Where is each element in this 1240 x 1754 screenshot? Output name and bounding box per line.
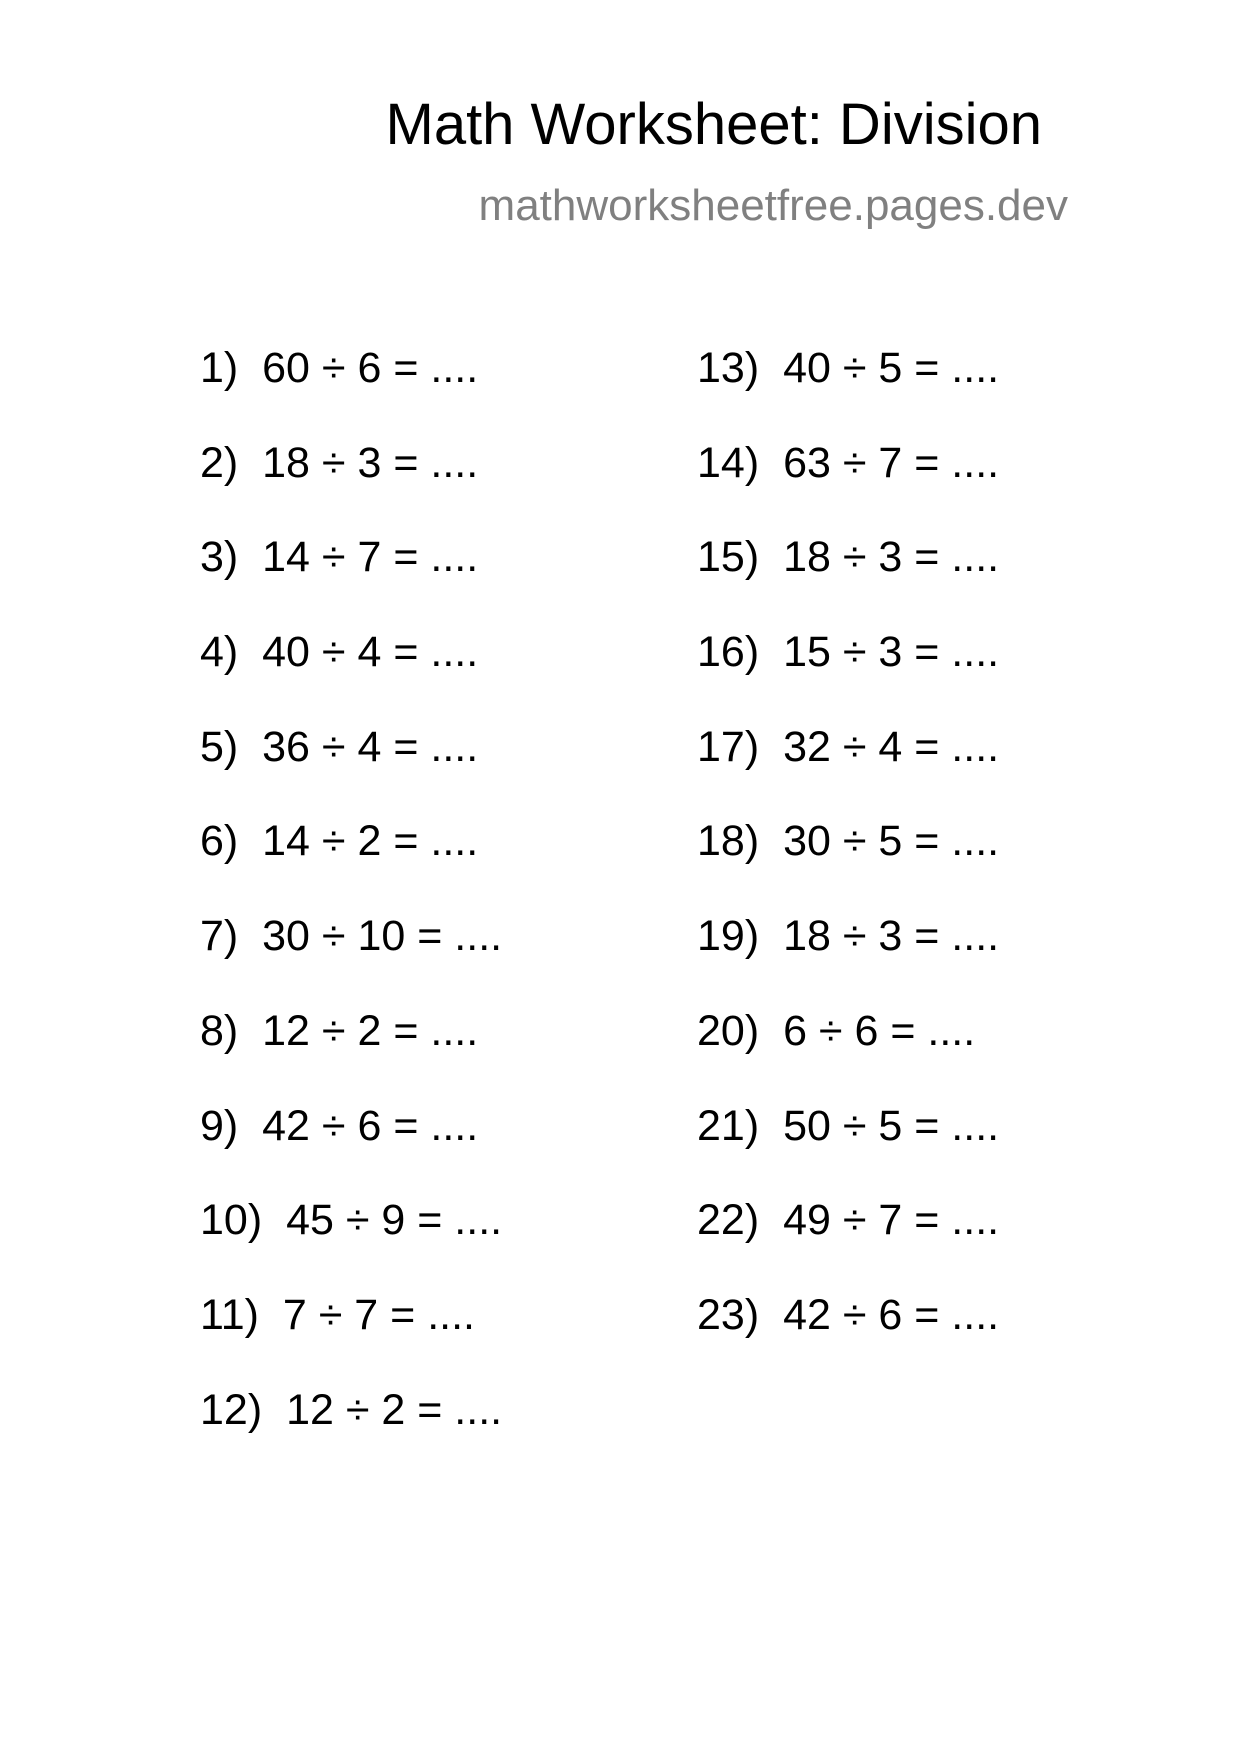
problem-expression: 30 ÷ 10 = ....: [262, 912, 503, 961]
problem-expression: 42 ÷ 6 = ....: [262, 1101, 479, 1150]
problem-expression: 45 ÷ 9 = ....: [286, 1196, 503, 1245]
problem-expression: 18 ÷ 3 = ....: [783, 912, 1000, 961]
problem-item: [200, 912, 503, 1010]
problem-number: 5): [200, 722, 239, 771]
problem-item: [697, 628, 1000, 726]
problem-item: [200, 1196, 503, 1294]
problem-expression: 40 ÷ 4 = ....: [262, 628, 479, 677]
problem-expression: 36 ÷ 4 = ....: [262, 722, 479, 771]
problem-number: 19): [697, 912, 760, 961]
problem-expression: 12 ÷ 2 = ....: [286, 1385, 503, 1434]
problem-number: 11): [200, 1290, 259, 1339]
problem-expression: 63 ÷ 7 = ....: [783, 438, 1000, 487]
problem-number: 4): [200, 628, 239, 677]
problem-number: 14): [697, 438, 760, 487]
problem-item: [697, 912, 1000, 1010]
problem-item: [200, 1290, 502, 1389]
problem-column-left: [200, 344, 503, 1483]
problem-item: [697, 438, 1000, 537]
source-url: mathworksheetfree.pages.dev: [478, 181, 1068, 230]
problem-number: 23): [697, 1290, 760, 1339]
problem-expression: 7 ÷ 7 = ....: [282, 1290, 475, 1339]
problem-number: 20): [697, 1006, 760, 1055]
problem-item: [697, 1006, 999, 1105]
problem-number: 2): [200, 438, 239, 487]
problem-item: [200, 1385, 503, 1484]
problem-item: [200, 722, 502, 821]
problem-number: 8): [200, 1006, 239, 1055]
problem-item: [200, 533, 502, 631]
problem-item: [697, 722, 1000, 821]
problem-column-right: [697, 344, 1000, 1389]
problem-expression: 32 ÷ 4 = ....: [783, 722, 1000, 771]
problem-number: 6): [200, 817, 239, 866]
problem-number: 21): [697, 1101, 760, 1150]
problem-expression: 14 ÷ 7 = ....: [262, 533, 479, 582]
problem-expression: 18 ÷ 3 = ....: [262, 438, 479, 487]
problem-number: 16): [697, 628, 760, 677]
problem-item: [200, 1006, 502, 1105]
problem-expression: 12 ÷ 2 = ....: [262, 1006, 479, 1055]
problem-item: [697, 1290, 1000, 1389]
problem-item: [697, 1196, 1000, 1294]
problem-item: [200, 628, 502, 726]
problem-expression: 18 ÷ 3 = ....: [783, 533, 1000, 582]
problem-number: 18): [697, 817, 760, 866]
problem-item: [697, 817, 1000, 915]
worksheet-title: Math Worksheet: Division: [385, 92, 1042, 157]
problem-number: 17): [697, 722, 760, 771]
problem-expression: 15 ÷ 3 = ....: [783, 628, 1000, 677]
problem-item: [697, 344, 1000, 442]
problem-item: [200, 438, 502, 537]
problem-number: 3): [200, 533, 239, 582]
problem-item: [697, 1101, 1000, 1200]
problem-number: 22): [697, 1196, 760, 1245]
problem-number: 15): [697, 533, 760, 582]
problem-expression: 60 ÷ 6 = ....: [262, 344, 479, 392]
problem-item: [697, 533, 1000, 631]
problem-expression: 14 ÷ 2 = ....: [262, 817, 479, 866]
problem-expression: 40 ÷ 5 = ....: [783, 344, 1000, 392]
problem-expression: 49 ÷ 7 = ....: [783, 1196, 1000, 1245]
problem-expression: 6 ÷ 6 = ....: [783, 1006, 976, 1055]
problem-item: [200, 344, 502, 442]
problem-number: 12): [200, 1385, 263, 1434]
problem-number: 7): [200, 912, 239, 961]
problem-number: 9): [200, 1101, 239, 1150]
problem-item: [200, 1101, 502, 1200]
problem-expression: 42 ÷ 6 = ....: [783, 1290, 1000, 1339]
problem-expression: 50 ÷ 5 = ....: [783, 1101, 1000, 1150]
problem-expression: 30 ÷ 5 = ....: [783, 817, 1000, 866]
problem-item: [200, 817, 502, 915]
problem-number: 1): [200, 344, 239, 392]
problem-number: 13): [697, 344, 760, 392]
problem-number: 10): [200, 1196, 263, 1245]
